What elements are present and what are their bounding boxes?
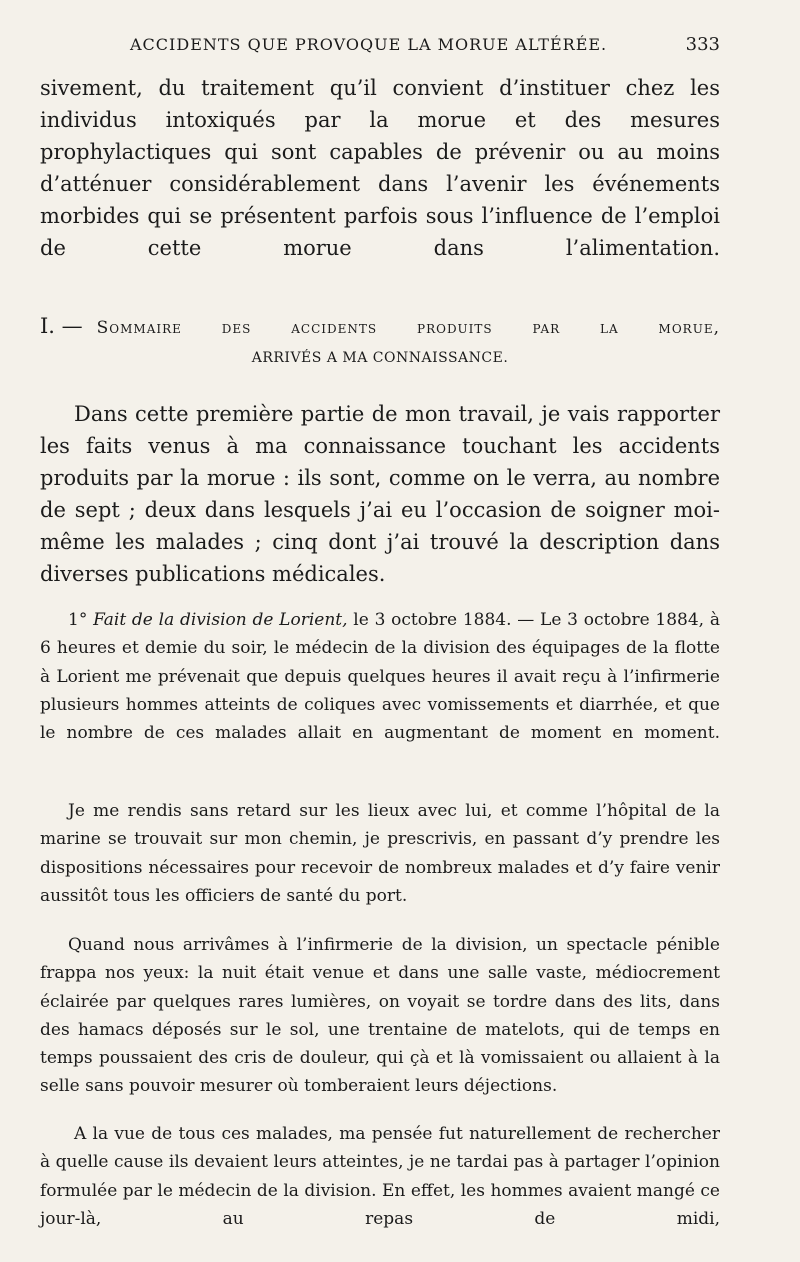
case-1-paragraph [40,606,720,747]
section-title-line1: Sommaire des accidents produits par la morue, [96,318,720,338]
case-1-number: 1° [68,610,88,630]
paragraph-arrival: Je me rendis sans retard sur les lieux avec lui, et comme l’hôpital de la marine se trouvait sur mon chemin, je prescrivis, en passant d’y prendre les dispositions nécessaires pour recevoir de nombreux malades et d’y faire venir aussitôt tous les officiers de santé du port. [40,801,720,906]
case-1-date: le 3 octobre 1884. — [353,610,535,630]
page-number: 333 [685,34,720,55]
section-intro-paragraph: Dans cette première partie de mon travail, je vais rapporter les faits venus à ma connaissance touchant les accidents produits par la morue : ils sont, comme on le verra, au nombre de sept ; deux dans lesquels j’ai eu l’occasion de soigner moi-même les malades ; cinq dont j’ai trouvé la description dans diverses publications médicales. [40,402,720,586]
section-heading [40,312,720,372]
section-number: I. — [40,314,83,338]
paragraph-infirmary: Quand nous arrivâmes à l’infirmerie de la division, un spectacle pénible frappa nos yeux: la nuit était venue et dans une salle vaste, médiocrement éclairée par quelques rares lumières, on voyait se tordre dans des lits, dans des hamacs déposés sur le sol, une trentaine de matelots, qui de temps en temps poussaient des cris de douleur, qui çà et là vomissaient ou allaient à la selle sans pouvoir mesurer où tomberaient leurs déjections. [40,935,720,1097]
running-header [130,34,720,55]
running-title: ACCIDENTS QUE PROVOQUE LA MORUE ALTÉRÉE. [130,35,608,54]
case-1-text: Le 3 octobre 1884, à 6 heures et demie du soir, le médecin de la division des équipages de la flotte à Lorient me prévenait que depuis quelques heures il avait reçu à l’infirmerie plusieurs hommes atteints de coliques avec vomissements et diarrhée, et que le nombre de ces malades allait en augmentant de moment en moment. [40,610,720,744]
section-title-line2: ARRIVÉS A MA CONNAISSANCE. [251,350,509,366]
paragraph-cause: A la vue de tous ces malades, ma pensée fut naturellement de rechercher à quelle cause ils devaient leurs atteintes, je ne tardai pas à partager l’opinion formulée par le médecin de la division. En effet, les hommes avaient mangé ce jour-là, au repas de midi, [40,1124,720,1229]
case-1-title: Fait de la division de Lorient, [93,610,348,630]
intro-paragraph: sivement, du traitement qu’il convient d’instituer chez les individus intoxiqués par la morue et des mesures prophylactiques qui sont capables de prévenir ou au moins d’atténuer considérablement dans l’avenir les événements morbides qui se présentent parfois sous l’influence de l’emploi de cette morue dans l’alimentation. [40,76,720,260]
